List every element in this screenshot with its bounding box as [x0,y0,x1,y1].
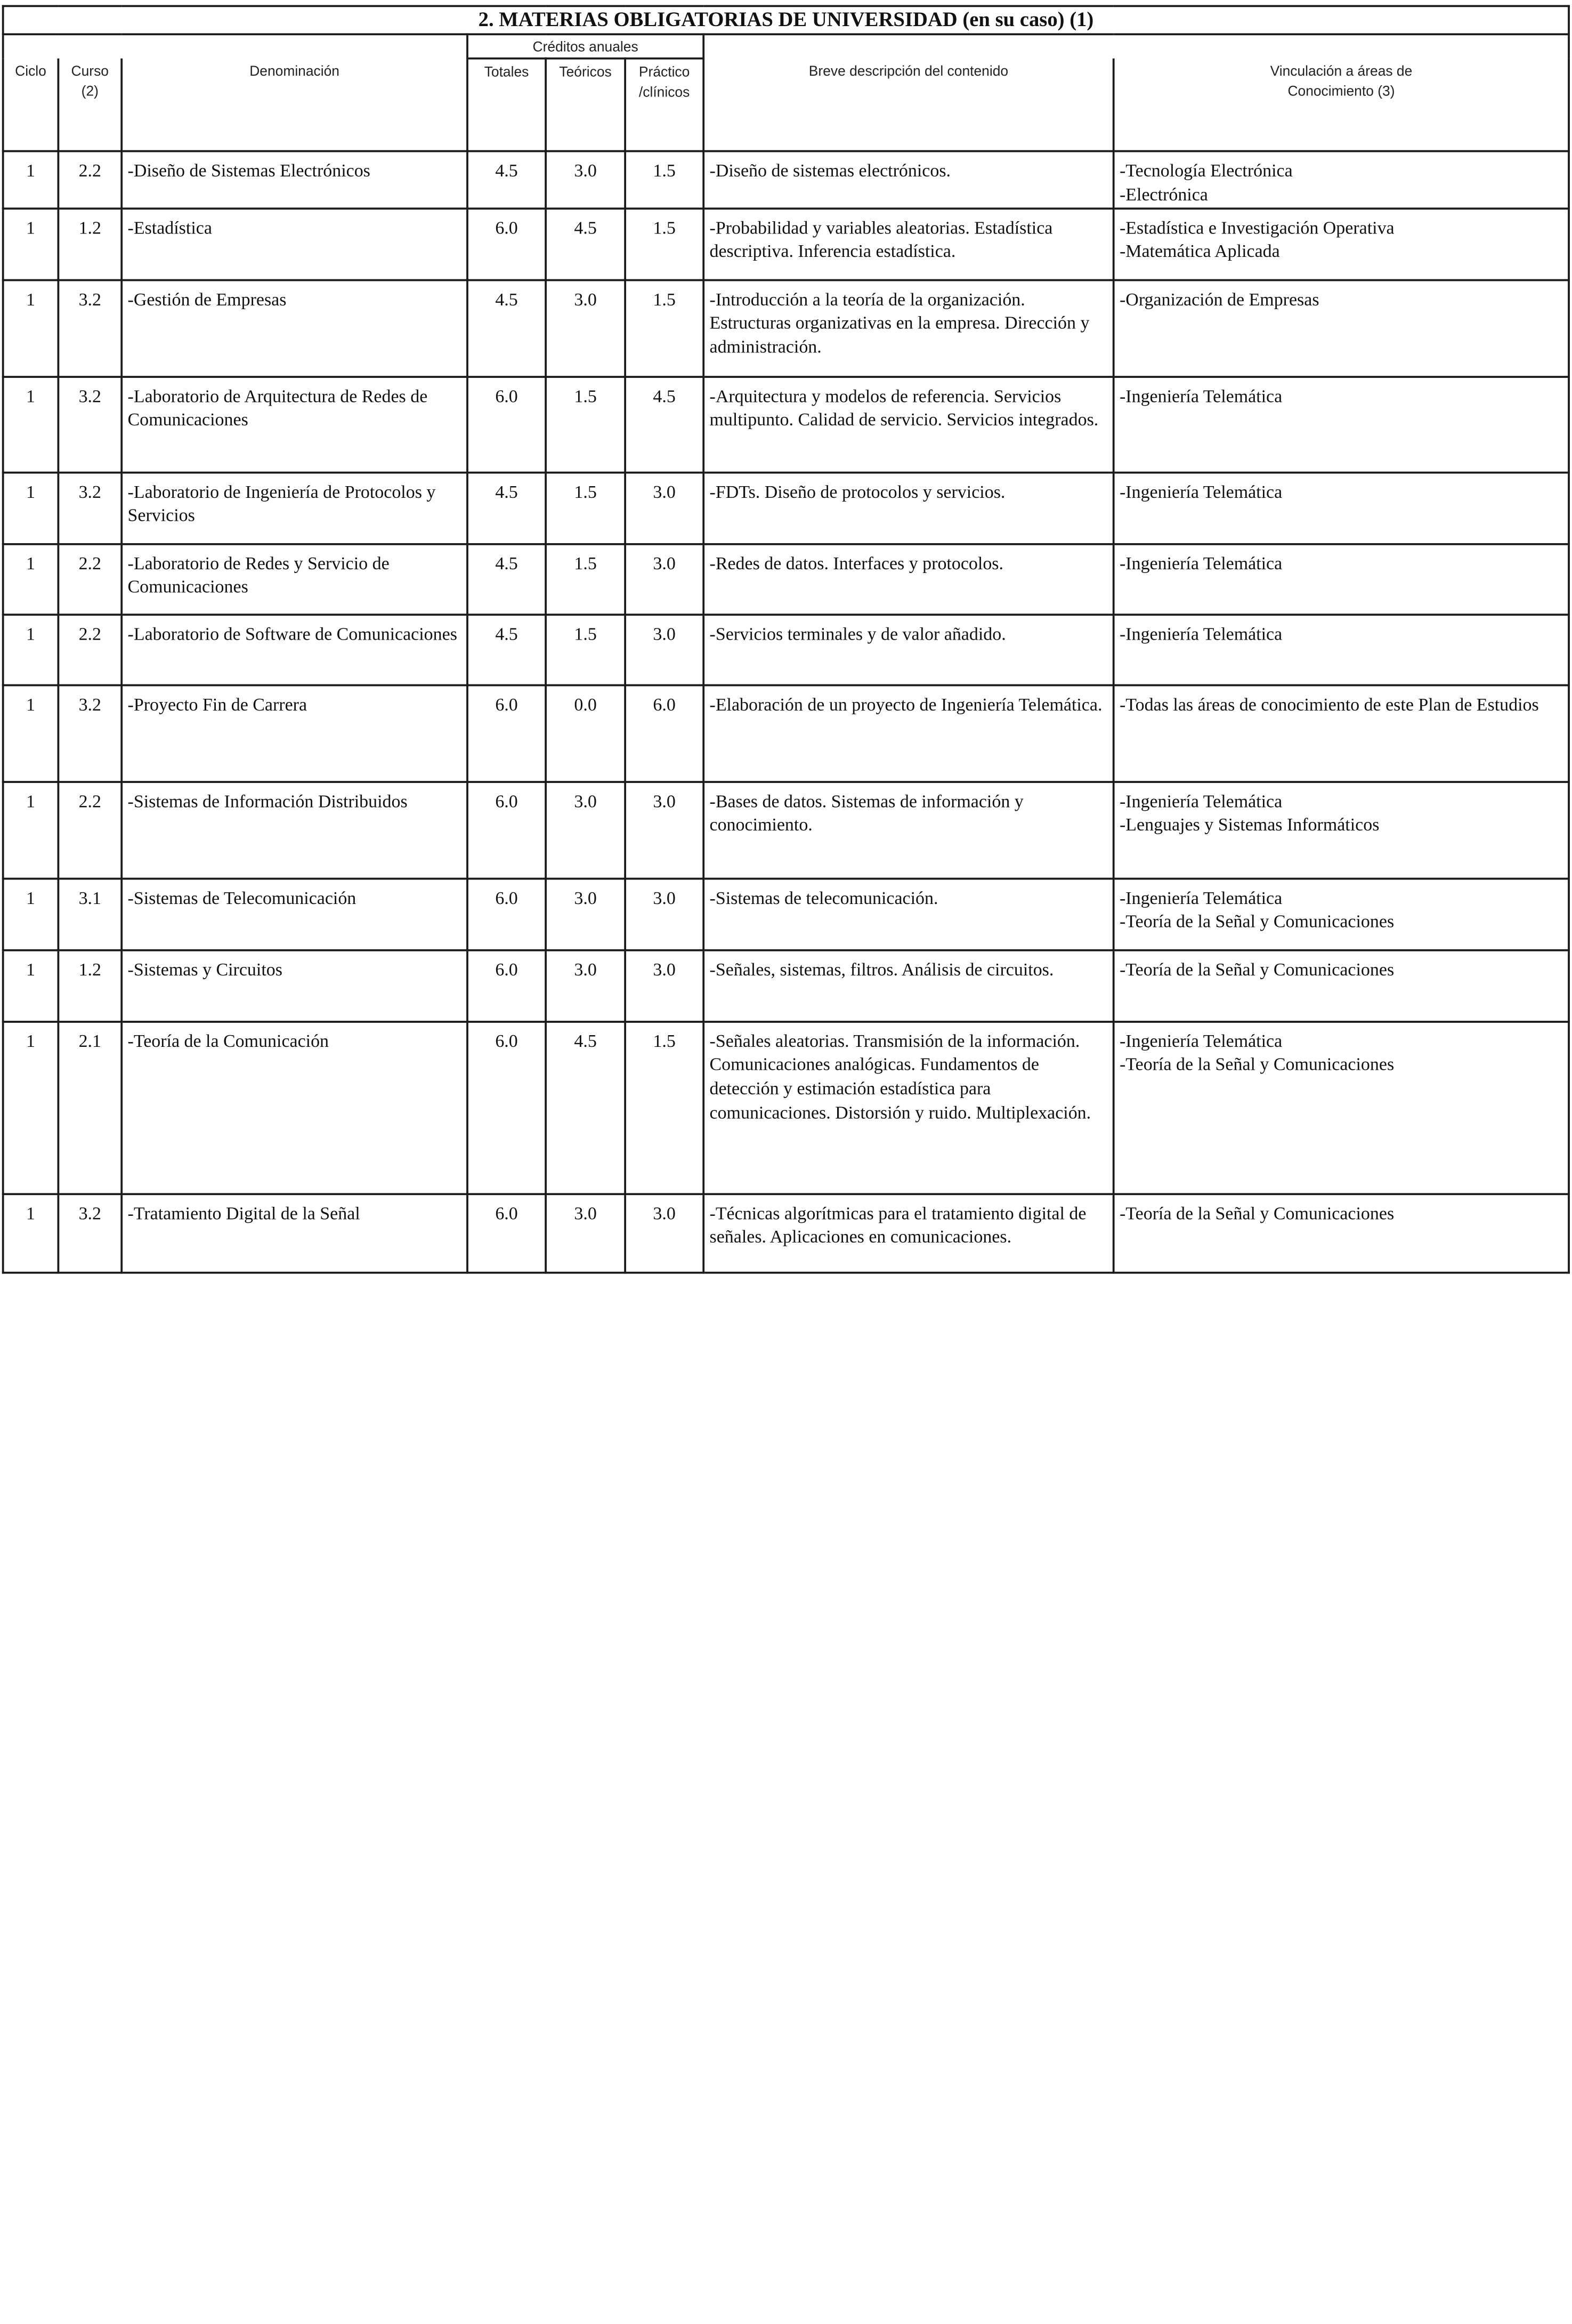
descripcion-header-label: Breve descripción del contenido [808,62,1009,79]
table-row [3,685,1569,781]
materias-table [2,5,1570,1273]
area-item: -Teoría de la Señal y Comunicaciones [1120,1203,1395,1223]
area-item: -Ingeniería Telemática [1120,481,1283,502]
ciclo-cell: 1 [3,376,59,472]
table-row [3,781,1569,878]
creditos-anuales-header: Créditos anuales [467,34,703,58]
denominacion-cell: -Gestión de Empresas [121,280,467,376]
denominacion-cell: -Sistemas de Telecomunicación [121,878,467,950]
curso-cell: 2.2 [58,151,121,208]
area-item: -Lenguajes y Sistemas Informáticos [1120,814,1380,835]
practicos-cell: 1.5 [625,208,703,280]
teoricos-cell: 0.0 [546,685,625,781]
clinicos-header-label: /clínicos [638,83,690,100]
areas-cell [1114,151,1569,208]
curso-cell: 3.1 [58,878,121,950]
denominacion-header-label: Denominación [249,62,339,79]
totales-cell: 4.5 [467,614,546,684]
area-item: -Organización de Empresas [1120,288,1319,309]
curso-cell: 1.2 [58,208,121,280]
areas-cell [1114,208,1569,280]
curso-cell: 3.2 [58,376,121,472]
area-item: -Matemática Aplicada [1120,241,1280,262]
teoricos-cell: 3.0 [546,151,625,208]
denominacion-cell: -Diseño de Sistemas Electrónicos [121,151,467,208]
area-item: -Teoría de la Señal y Comunicaciones [1120,911,1395,932]
denominacion-cell: -Sistemas de Información Distribuidos [121,781,467,878]
practicos-cell: 3.0 [625,614,703,684]
teoricos-cell: 1.5 [546,614,625,684]
practicos-cell: 1.5 [625,151,703,208]
ciclo-cell: 1 [3,1193,59,1272]
curso-cell: 2.2 [58,614,121,684]
teoricos-cell: 1.5 [546,472,625,544]
practicos-cell: 3.0 [625,878,703,950]
teoricos-cell: 3.0 [546,781,625,878]
vinculacion-header [1114,59,1569,151]
denominacion-cell: -Estadística [121,208,467,280]
practico-header-label: Práctico [638,63,690,80]
area-item: -Ingeniería Telemática [1120,623,1283,644]
descripcion-cell: -Servicios terminales y de valor añadido. [703,614,1113,684]
totales-cell: 6.0 [467,878,546,950]
teoricos-cell: 1.5 [546,544,625,614]
area-item: -Ingeniería Telemática [1120,790,1283,811]
curso-cell: 1.2 [58,950,121,1021]
curso-cell: 3.2 [58,685,121,781]
areas-cell [1114,472,1569,544]
ciclo-cell: 1 [3,614,59,684]
area-item: -Ingeniería Telemática [1120,887,1283,908]
denominacion-cell: -Teoría de la Comunicación [121,1021,467,1193]
areas-cell [1114,1021,1569,1193]
table-row [3,544,1569,614]
areas-cell [1114,614,1569,684]
descripcion-cell: -Redes de datos. Interfaces y protocolos. [703,544,1113,614]
descripcion-cell: -Probabilidad y variables aleatorias. Estadística descriptiva. Inferencia estadística. [703,208,1113,280]
descripcion-cell: -Elaboración de un proyecto de Ingeniería Telemática. [703,685,1113,781]
practicos-cell: 6.0 [625,685,703,781]
totales-cell: 6.0 [467,950,546,1021]
curso-header [58,59,121,151]
teoricos-cell: 1.5 [546,376,625,472]
descripcion-cell: -Diseño de sistemas electrónicos. [703,151,1113,208]
ciclo-cell: 1 [3,878,59,950]
table-row [3,280,1569,376]
ciclo-cell: 1 [3,208,59,280]
totales-cell: 6.0 [467,376,546,472]
header-spacer-right [703,34,1569,58]
area-item: -Todas las áreas de conocimiento de este Plan de Estudios [1120,693,1539,714]
practicos-cell: 3.0 [625,781,703,878]
table-row [3,472,1569,544]
teoricos-cell: 4.5 [546,208,625,280]
area-item: -Estadística e Investigación Operativa [1120,217,1395,238]
areas-cell [1114,781,1569,878]
denominacion-cell: -Laboratorio de Redes y Servicio de Comunicaciones [121,544,467,614]
teoricos-cell: 3.0 [546,1193,625,1272]
areas-cell [1114,280,1569,376]
table-row [3,614,1569,684]
ciclo-cell: 1 [3,544,59,614]
areas-cell [1114,878,1569,950]
teoricos-cell: 4.5 [546,1021,625,1193]
descripcion-cell: -Introducción a la teoría de la organización. Estructuras organizativas en la empresa. Dirección y administración. [703,280,1113,376]
areas-cell [1114,376,1569,472]
ciclo-header [3,59,59,151]
descripcion-cell: -Arquitectura y modelos de referencia. Servicios multipunto. Calidad de servicio. Servicios integrados. [703,376,1113,472]
table-row [3,208,1569,280]
descripcion-cell: -Señales, sistemas, filtros. Análisis de circuitos. [703,950,1113,1021]
practicos-cell: 4.5 [625,376,703,472]
areas-cell [1114,685,1569,781]
practicos-cell: 1.5 [625,280,703,376]
curso-cell: 2.1 [58,1021,121,1193]
ciclo-cell: 1 [3,781,59,878]
denominacion-cell: -Sistemas y Circuitos [121,950,467,1021]
curso-cell: 2.2 [58,544,121,614]
practicos-cell: 1.5 [625,1021,703,1193]
teoricos-cell: 3.0 [546,878,625,950]
table-row [3,1021,1569,1193]
areas-cell [1114,950,1569,1021]
denominacion-cell: -Laboratorio de Ingeniería de Protocolos y Servicios [121,472,467,544]
descripcion-cell: -Señales aleatorias. Transmisión de la información. Comunicaciones analógicas. Fundamentos de detección y estimación estadística para comunicaciones. Distorsión y ruido. Multiplexación. [703,1021,1113,1193]
curso-cell: 2.2 [58,781,121,878]
descripcion-header [703,59,1113,151]
curso-cell: 3.2 [58,280,121,376]
totales-header-label: Totales [484,63,529,80]
area-item: -Teoría de la Señal y Comunicaciones [1120,958,1395,979]
table-row [3,950,1569,1021]
teoricos-cell: 3.0 [546,280,625,376]
totales-cell: 6.0 [467,208,546,280]
denominacion-cell: -Laboratorio de Software de Comunicaciones [121,614,467,684]
curso-header-note: (2) [81,83,99,99]
areas-cell [1114,1193,1569,1272]
totales-cell: 6.0 [467,685,546,781]
descripcion-cell: -FDTs. Diseño de protocolos y servicios. [703,472,1113,544]
denominacion-header [121,59,467,151]
denominacion-cell: -Proyecto Fin de Carrera [121,685,467,781]
table-row [3,151,1569,208]
practicos-cell: 3.0 [625,544,703,614]
table-row [3,376,1569,472]
area-item: -Electrónica [1120,184,1208,205]
totales-cell: 4.5 [467,544,546,614]
curso-header-label: Curso [71,62,109,79]
area-item: -Ingeniería Telemática [1120,553,1283,573]
practicos-cell: 3.0 [625,1193,703,1272]
ciclo-cell: 1 [3,950,59,1021]
ciclo-header-label: Ciclo [15,62,46,79]
practicos-cell: 3.0 [625,472,703,544]
area-item: -Teoría de la Señal y Comunicaciones [1120,1054,1395,1075]
descripcion-cell: -Bases de datos. Sistemas de información y conocimiento. [703,781,1113,878]
area-item: -Ingeniería Telemática [1120,385,1283,406]
ciclo-cell: 1 [3,1021,59,1193]
table-row [3,878,1569,950]
header-spacer [3,34,467,58]
descripcion-cell: -Sistemas de telecomunicación. [703,878,1113,950]
totales-cell: 6.0 [467,781,546,878]
practicos-cell: 3.0 [625,950,703,1021]
ciclo-cell: 1 [3,472,59,544]
teoricos-header-label: Teóricos [559,63,612,80]
teoricos-header [546,59,625,151]
teoricos-cell: 3.0 [546,950,625,1021]
areas-cell [1114,544,1569,614]
table-row [3,1193,1569,1272]
descripcion-cell: -Técnicas algorítmicas para el tratamiento digital de señales. Aplicaciones en comunicaciones. [703,1193,1113,1272]
ciclo-cell: 1 [3,280,59,376]
vinculacion-header-label: Vinculación a áreas de [1270,62,1413,79]
ciclo-cell: 1 [3,685,59,781]
totales-cell: 4.5 [467,151,546,208]
curso-cell: 3.2 [58,472,121,544]
practico-header [625,59,703,151]
table-title: 2. MATERIAS OBLIGATORIAS DE UNIVERSIDAD (en su caso) (1) [3,6,1569,34]
totales-header [467,59,546,151]
totales-cell: 4.5 [467,280,546,376]
conocimiento-header-label: Conocimiento (3) [1287,83,1395,99]
totales-cell: 6.0 [467,1193,546,1272]
denominacion-cell: -Tratamiento Digital de la Señal [121,1193,467,1272]
totales-cell: 4.5 [467,472,546,544]
ciclo-cell: 1 [3,151,59,208]
area-item: -Ingeniería Telemática [1120,1030,1283,1051]
area-item: -Tecnología Electrónica [1120,160,1293,181]
denominacion-cell: -Laboratorio de Arquitectura de Redes de Comunicaciones [121,376,467,472]
totales-cell: 6.0 [467,1021,546,1193]
curso-cell: 3.2 [58,1193,121,1272]
